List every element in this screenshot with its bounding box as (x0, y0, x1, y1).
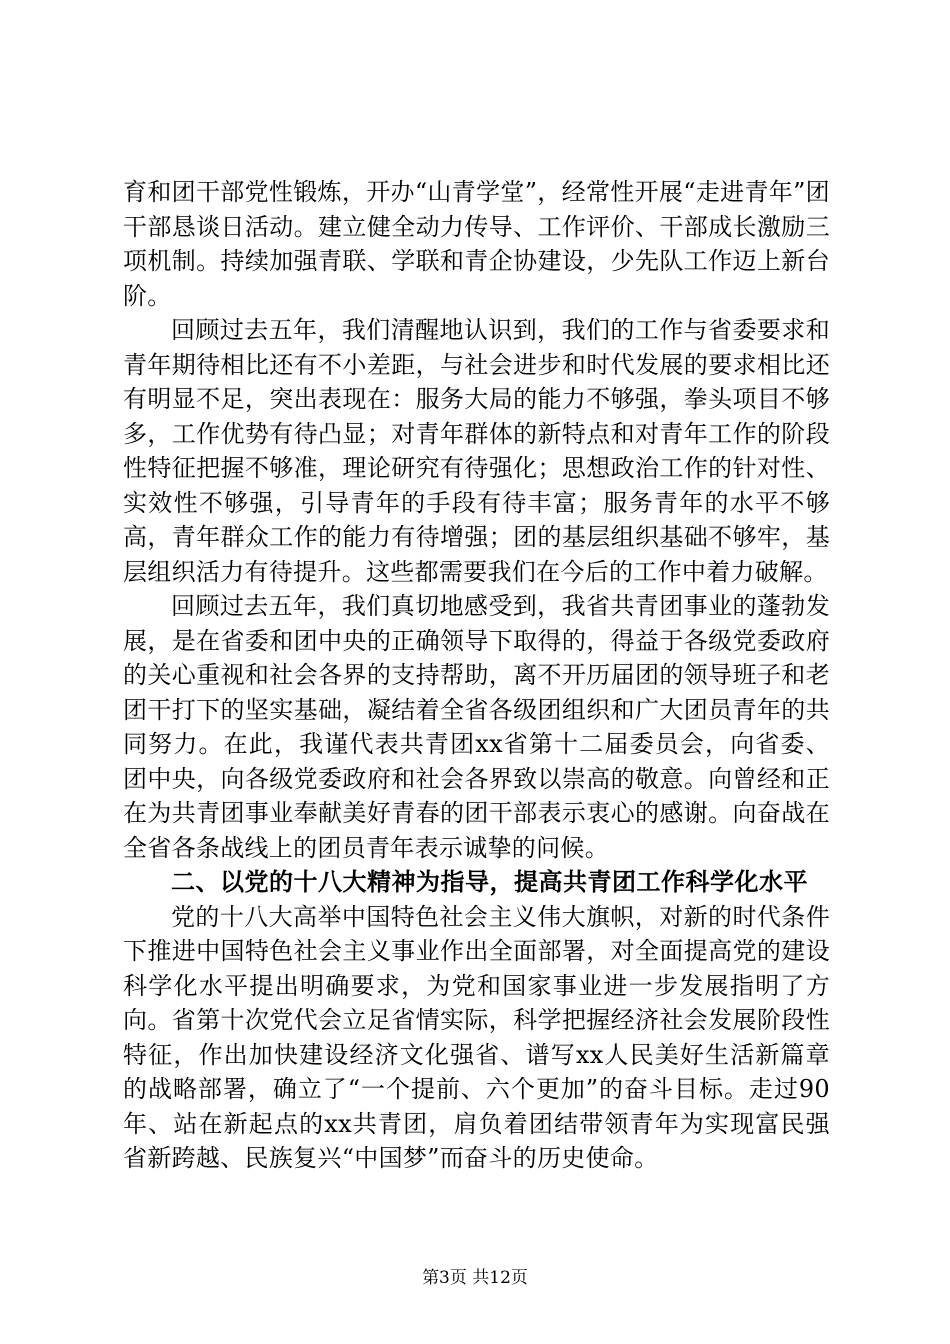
paragraph-review-acknowledgements: 回顾过去五年，我们真切地感受到，我省共青团事业的蓬勃发展，是在省委和团中央的正确领导下取得的，得益于各级党委政府的关心重视和社会各界的支持帮助，离不开历届团的领导班子和老团干打下的坚实基础，凝结着全省各级团组织和广大团员青年的共同努力。在此，我谨代表共青团xx省第十二届委员会，向省委、团中央，向各级党委政府和社会各界致以崇高的敬意。向曾经和正在为共青团事业奉献美好青春的团干部表示衷心的感谢。向奋战在全省各条战线上的团员青年表示诚挚的问候。 (123, 592, 830, 862)
paragraph-section-intro: 党的十八大高举中国特色社会主义伟大旗帜，对新的时代条件下推进中国特色社会主义事业作出全面部署，对全面提高党的建设科学化水平提出明确要求，为党和国家事业进一步发展指明了方向。省第十次党代会立足省情实际，科学把握经济社会发展阶段性特征，作出加快建设经济文化强省、谱写xx人民美好生活新篇章的战略部署，确立了“一个提前、六个更加”的奋斗目标。走过90年、站在新起点的xx共青团，肩负着团结带领青年为实现富民强省新跨越、民族复兴“中国梦”而奋斗的历史使命。 (123, 902, 830, 1172)
page-number-footer: 第3页 共12页 (422, 1268, 528, 1288)
document-body (123, 175, 830, 1176)
paragraph-continuation: 育和团干部党性锻炼，开办“山青学堂”，经常性开展“走进青年”团干部恳谈日活动。建立健全动力传导、工作评价、干部成长激励三项机制。持续加强青联、学联和青企协建设，少先队工作迈上新台阶。 (123, 178, 830, 310)
section-heading: 二、以党的十八大精神为指导，提高共青团工作科学化水平 (171, 868, 808, 896)
paragraph-review-shortcomings: 回顾过去五年，我们清醒地认识到，我们的工作与省委要求和青年期待相比还有不小差距，与社会进步和时代发展的要求相比还有明显不足，突出表现在：服务大局的能力不够强，拳头项目不够多，工作优势有待凸显；对青年群体的新特点和对青年工作的阶段性特征把握不够准，理论研究有待强化；思想政治工作的针对性、实效性不够强，引导青年的手段有待丰富；服务青年的水平不够高，青年群众工作的能力有待增强；团的基层组织基础不够牢，基层组织活力有待提升。这些都需要我们在今后的工作中着力破解。 (123, 316, 830, 586)
